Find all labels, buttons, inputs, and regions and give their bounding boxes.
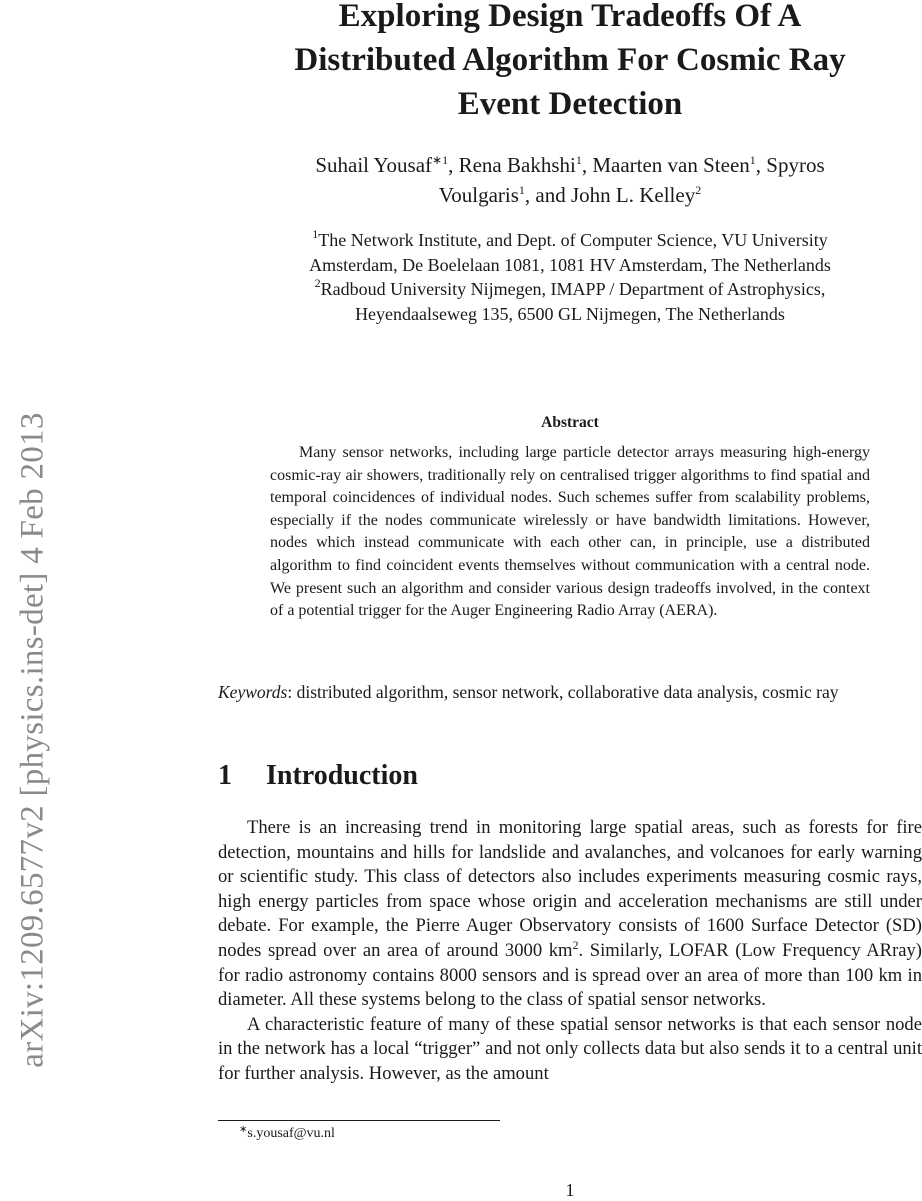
author-name: Rena Bakhshi <box>458 153 576 177</box>
footnote <box>239 1126 335 1142</box>
paragraph: A characteristic feature of many of these spatial sensor networks is that each sensor node in the network has a local “trigger” and not only collects data but also sends it to a central unit for further analysis. However, as the amount <box>218 1013 922 1084</box>
author-name: Suhail Yousaf <box>315 153 433 177</box>
affiliations <box>218 228 922 326</box>
footnote-email: s.yousaf@vu.nl <box>247 1126 335 1141</box>
paragraph-text: . Similarly, LOFAR (Low Frequency ARray) for radio astronomy contains 8000 sensors and is spread over an area of more than 100 km in diameter. All these systems belong to the class of spatial sensor networks. <box>218 939 922 1011</box>
section-heading <box>218 760 922 792</box>
author-name: Maarten van Steen <box>592 153 750 177</box>
superscript: 2 <box>572 937 579 952</box>
keywords-text: : distributed algorithm, sensor network, collaborative data analysis, cosmic ray <box>287 682 839 702</box>
author-name: John L. Kelley <box>570 183 696 207</box>
paragraph <box>218 816 922 1013</box>
keywords-label: Keywords <box>218 682 288 702</box>
author-mark: 1 <box>575 153 582 167</box>
page-number: 1 <box>565 1180 575 1200</box>
footnote-mark: ∗ <box>239 1124 248 1135</box>
author-mark: 1 <box>749 153 756 167</box>
abstract-text: Many sensor networks, including large particle detector arrays measuring high-energy cosmic-ray air showers, traditionally rely on centralised trigger algorithms to find spatial and temporal coincidences of individual nodes. Such schemes suffer from scalability problems, especially if the nodes communicate wirelessly or have bandwidth limitations. However, nodes which instead communicate with each other can, in principle, use a distributed algorithm to find coincident events themselves without communication with a central node. We present such an algorithm and consider various design tradeoffs involved, in the context of a potential trigger for the Auger Engineering Radio Array (AERA). <box>270 444 870 620</box>
author-name: Spyros <box>766 153 825 177</box>
author-list: Suhail Yousaf$^{∗1}$, Rena Bakhshi$^1$, Maarten van Steen$^1$, Spyros Voulgaris$^1$, and John L. Kelley$^2$ <box>315 153 825 207</box>
affiliation-line: Amsterdam, De Boelelaan 1081, 1081 HV Amsterdam, The Netherlands <box>309 254 831 275</box>
title-line: Event Detection <box>457 86 683 122</box>
arxiv-margin-stamp <box>0 0 60 1200</box>
section-title: Introduction <box>266 760 418 791</box>
author-mark: 1 <box>518 183 525 197</box>
section-number: 1 <box>218 760 232 791</box>
affiliation-mark: 1 <box>312 227 319 241</box>
section-body <box>218 816 922 1087</box>
affiliation-line: Radboud University Nijmegen, IMAPP / Department of Astrophysics, <box>320 279 826 299</box>
author-mark: ∗1 <box>432 153 449 167</box>
affiliation-line: The Network Institute, and Dept. of Computer Science, VU University <box>318 230 828 250</box>
footnote-rule <box>218 1120 500 1121</box>
author-mark: 2 <box>695 183 702 197</box>
title-line: Exploring Design Tradeoffs Of A <box>338 0 802 34</box>
author-name: Voulgaris <box>438 183 519 207</box>
paragraph-text: There is an increasing trend in monitoring large spatial areas, such as forests for fire detection, mountains and hills for landslide and avalanches, and volcanoes for early warning or scientific study. This class of detectors also includes experiments measuring cosmic rays, high energy particles from space whose origin and acceleration mechanisms are still under debate. For example, the Pierre Auger Observatory consists of 1600 Surface Detector (SD) nodes spread over an area of around 3000 km <box>218 817 922 961</box>
affiliation-line: Heyendaalseweg 135, 6500 GL Nijmegen, The Netherlands <box>355 303 785 324</box>
abstract-body <box>270 442 870 623</box>
title-line: Distributed Algorithm For Cosmic Ray <box>294 42 846 78</box>
paper-title <box>218 0 922 126</box>
author-conjunction: and <box>535 183 566 207</box>
abstract-heading: Abstract <box>541 414 599 431</box>
keywords <box>218 681 922 704</box>
arxiv-identifier: arXiv:1209.6577v2 [physics.ins-det] 4 Feb 2013 <box>14 412 51 1068</box>
affiliation-mark: 2 <box>314 276 321 290</box>
